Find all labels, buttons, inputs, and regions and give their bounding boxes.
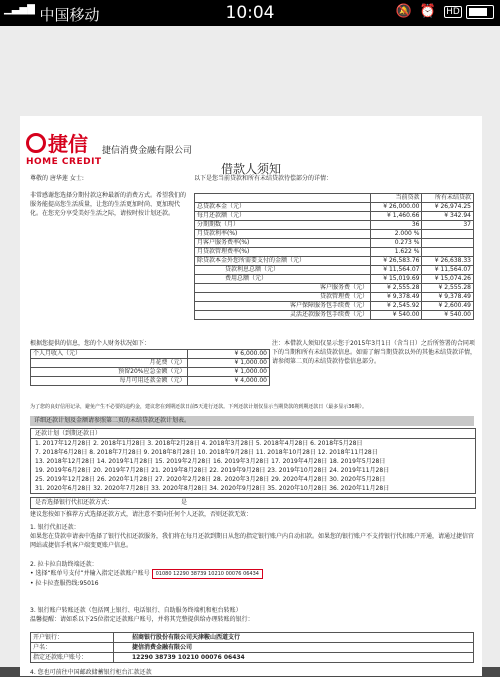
row-all: ¥ 26,974.25 (422, 203, 474, 212)
row-label: 月花费（元） (31, 359, 188, 368)
table-row (31, 359, 270, 368)
loan-header-all: 所有未结贷款 (422, 194, 474, 203)
row-label: 每月可用还款金额（元） (31, 377, 188, 386)
logo-ring-icon (26, 133, 46, 153)
section-postal: 4. 您也可前往中国邮政储蓄银行柜台汇款还款 (30, 669, 152, 676)
table-row (195, 221, 474, 230)
row-all (422, 230, 474, 239)
table-row (31, 377, 270, 386)
row-label: 贷款管理费（元） (195, 293, 371, 302)
row-all: ¥ 540.00 (422, 311, 474, 320)
row-label: 月贷款管理费率(%) (195, 248, 371, 257)
row-all: ¥ 342.94 (422, 212, 474, 221)
row-current: 2.000 % (370, 230, 422, 239)
section-title: 2. 拉卡拉自助终端还款： (30, 561, 98, 568)
disclosure-note: 注：本借款人须知仅显示您于2015年3月1日（含当日）之后所签署的合同项下的当期和所有未结贷款信息。如需了解当期贷款以外的其他未结贷款详情，请参阅第二页的未结贷款待偿信息部分。 (272, 340, 477, 365)
lakala-step-1: • 选择“账单号支付”并输入指定还款账户账号 (30, 570, 150, 577)
plan-line: 13. 2018年12月28日 14. 2019年1月28日 15. 2019年2月28日 16. 2019年3月28日 17. 2019年4月28日 18. 2019年5月28日 (35, 458, 386, 465)
logo-brand: 捷信 (48, 132, 88, 156)
row-current: ¥ 26,583.76 (370, 257, 422, 266)
section-lakala (30, 560, 475, 588)
loan-table (194, 193, 474, 320)
network-badge: HD (446, 6, 460, 17)
table-row (195, 212, 474, 221)
row-all: ¥ 15,074.26 (422, 275, 474, 284)
section-body: 温馨提醒：请如系以下25位指定还款账户账号，并将其完整提供给办理转账的银行： (30, 616, 254, 623)
section-title: 3. 银行账户转账还款（包括网上银行、电话银行、自助服务终端机和柜台转账） (30, 607, 242, 614)
row-current: 1.622 % (370, 248, 422, 257)
row-value: 招商银行股份有限公司天津鞍山西道支行 (114, 633, 474, 643)
table-row (195, 302, 474, 311)
row-label: 预留20%应急金额（元） (31, 368, 188, 377)
intro-paragraph: 非常感谢您选择分期付款这种最新的消费方式。希望我们的服务能提高您生活质量，让您的生活更加时尚、更加现代化。在您充分享受美好生活之际，请按时按计划还款。 (30, 192, 187, 217)
row-all (422, 239, 474, 248)
bank-account-table (30, 632, 474, 663)
advice-text: 建议您按如下推荐方式选择还款方式，请注意不要向任何个人还款，否则还款无效： (30, 511, 253, 518)
row-label: 费用总额（元） (195, 275, 371, 284)
loan-table-note: 以下是您当前贷款和所有未结贷款待偿部分的详情： (194, 175, 333, 182)
row-current: ¥ 2,555.28 (370, 284, 422, 293)
table-row (31, 368, 270, 377)
row-current: ¥ 26,000.00 (370, 203, 422, 212)
loan-header-current: 当前贷款 (370, 194, 422, 203)
table-row (195, 275, 474, 284)
fine-print: 为了您的良好信用记录，避免产生不必要的违约金，建议您在到期还款日前5天进行还款。下列还款计划仅显示当期贷款的到期还款日（最多显示36期）。 (30, 404, 368, 410)
plan-line: 19. 2019年6月28日 20. 2019年7月28日 21. 2019年8月28日 22. 2019年9月28日 23. 2019年10月28日 24. 2019年11月28日 (35, 467, 390, 474)
row-all (422, 248, 474, 257)
loan-header-label (195, 194, 371, 203)
table-row (195, 293, 474, 302)
row-label: 总贷款本金（元） (195, 203, 371, 212)
section-bank-transfer (30, 606, 475, 624)
repayment-plan (30, 428, 476, 494)
row-all: ¥ 2,600.49 (422, 302, 474, 311)
row-all: 37 (422, 221, 474, 230)
section-body: 如果您在贷款申请表中选择了银行代扣还款服务，我们将在每月还款到期日从您的指定银行账户内自动扣款。如果您的银行账户不支持银行代扣账户开通，请通过捷信官网站或捷信手机客户端变更账户信息。 (30, 533, 475, 549)
table-row (31, 653, 474, 663)
photo-background (0, 26, 500, 676)
row-current: 0.273 % (370, 239, 422, 248)
table-row (195, 311, 474, 320)
row-label: 开户银行： (31, 633, 114, 643)
section-title: 1. 银行代扣还款： (30, 524, 80, 531)
finance-intro: 根据您提供的信息，您的个人财务状况如下： (30, 340, 151, 347)
document-sheet (20, 116, 482, 676)
row-current: ¥ 2,545.92 (370, 302, 422, 311)
row-label: 客户保障服务包手续费（元） (195, 302, 371, 311)
row-current: ¥ 540.00 (370, 311, 422, 320)
lakala-account-box: 01080 12290 38739 10210 00076 06434 (152, 569, 263, 579)
row-label: 每月还款额（元） (195, 212, 371, 221)
row-label: 户名： (31, 643, 114, 653)
mute-icon: 🔕 (395, 4, 412, 19)
table-row (195, 248, 474, 257)
status-bar (0, 0, 500, 26)
signal-icon: ▁▃▅▇ (4, 4, 35, 15)
debit-choice-value: 是 (181, 499, 188, 506)
clock: 10:04 (225, 3, 275, 23)
document-title: 借款人须知 (220, 162, 281, 176)
table-row (195, 230, 474, 239)
finance-table (30, 349, 270, 386)
row-current: 36 (370, 221, 422, 230)
status-right (396, 4, 495, 19)
row-value: 捷信消费金融有限公司 (114, 643, 474, 653)
row-label: 个人月收入（元） (31, 350, 188, 359)
row-label: 月客户服务费率(%) (195, 239, 371, 248)
row-value: ¥ 1,000.00 (188, 359, 270, 368)
row-label: 客户服务费（元） (195, 284, 371, 293)
table-row (195, 284, 474, 293)
table-row (195, 266, 474, 275)
row-all: ¥ 11,564.07 (422, 266, 474, 275)
row-label: 指定还款账户账号： (31, 653, 114, 663)
row-label: 月贷款利率(%) (195, 230, 371, 239)
table-row (31, 633, 474, 643)
table-row (31, 350, 270, 359)
row-value: ¥ 6,000.00 (188, 350, 270, 359)
row-all: ¥ 2,555.28 (422, 284, 474, 293)
alarm-icon: ⏰ (419, 4, 437, 19)
section-bank-debit (30, 523, 475, 550)
table-row (195, 257, 474, 266)
plan-line: 31. 2020年6月28日 32. 2020年7月28日 33. 2020年8月28日 34. 2020年9月28日 35. 2020年10月28日 36. 2020年11月28日 (35, 485, 390, 492)
table-row (31, 643, 474, 653)
company-name: 捷信消费金融有限公司 (102, 146, 193, 156)
row-value: 12290 38739 10210 00076 06434 (114, 653, 474, 663)
debit-choice-row (30, 497, 476, 509)
row-all: ¥ 26,638.33 (422, 257, 474, 266)
row-value: ¥ 4,000.00 (188, 377, 270, 386)
row-current: ¥ 11,564.07 (370, 266, 422, 275)
greeting: 尊敬的 唐华莲 女士: (30, 175, 84, 182)
debit-choice-label: 是否选择银行代扣还款方式： (35, 499, 114, 506)
plan-banner: 详细还款计划及金额请参照第二页的未结贷款还款计划表。 (30, 416, 474, 426)
lakala-step-2: • 拉卡拉查服热线:95016 (30, 580, 99, 587)
logo-sub: HOME CREDIT (26, 157, 102, 167)
table-row (195, 203, 474, 212)
battery-icon (466, 5, 494, 19)
row-current: ¥ 1,460.66 (370, 212, 422, 221)
row-label: 分期期数（月） (195, 221, 371, 230)
plan-line: 25. 2019年12月28日 26. 2020年1月28日 27. 2020年2月28日 28. 2020年3月28日 29. 2020年4月28日 30. 2020年5月28日 (35, 476, 386, 483)
row-value: ¥ 1,000.00 (188, 368, 270, 377)
plan-head: 还款计划（到期还款日） (31, 429, 475, 439)
row-current: ¥ 9,378.49 (370, 293, 422, 302)
row-label: 灵活还款服务包手续费（元） (195, 311, 371, 320)
plan-line: 1. 2017年12月28日 2. 2018年1月28日 3. 2018年2月28日 4. 2018年3月28日 5. 2018年4月28日 6. 2018年5月28日 (35, 440, 363, 447)
carrier-label: 中国移动 (39, 6, 100, 24)
row-current: ¥ 15,019.69 (370, 275, 422, 284)
row-all: ¥ 9,378.49 (422, 293, 474, 302)
loan-table-header (195, 194, 474, 203)
row-label: 除贷款本金外您所需要支付的金额（元） (195, 257, 371, 266)
plan-line: 7. 2018年6月28日 8. 2018年7月28日 9. 2018年8月28日 10. 2018年9月28日 11. 2018年10月28日 12. 2018年11月28日 (35, 449, 378, 456)
table-row (195, 239, 474, 248)
row-label: 贷款利息总额（元） (195, 266, 371, 275)
